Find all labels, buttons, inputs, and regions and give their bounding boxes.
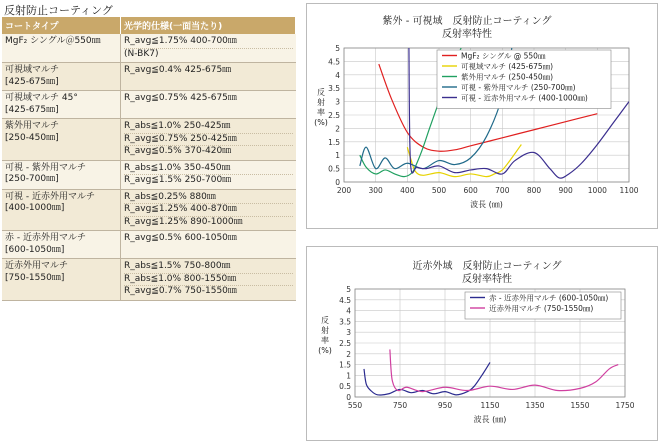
optical-spec-text: R_avg≦1.25% 890-1000㎚	[124, 216, 293, 229]
coat-type-text: 可視域マルチ 45°	[5, 93, 78, 103]
optical-spec-text: R_avg≦0.5% 370-420㎚	[124, 145, 293, 158]
table-row	[2, 259, 296, 301]
uv-visible-chart-svg	[307, 4, 657, 228]
y-tick-label: 3.5	[339, 317, 351, 327]
coat-type-text: [425-675㎚]	[5, 76, 59, 87]
optical-spec-cell	[121, 231, 296, 259]
x-tick-label: 400	[400, 186, 415, 195]
y-tick-label: 5	[335, 44, 340, 53]
coat-type-text: MgF₂ シングル＠550㎚	[5, 36, 101, 46]
coat-type-text: [600-1050㎚]	[5, 244, 65, 255]
header-coat-type: コートタイプ	[2, 17, 121, 34]
x-tick-label: 800	[526, 186, 542, 195]
coat-type-text: [400-1000㎚]	[5, 203, 65, 213]
chart-title: 紫外 - 可視域 反射防止コーティング	[382, 16, 552, 27]
x-tick-label: 550	[347, 401, 363, 410]
optical-spec-text: R_avg≦1.5% 250-700㎚	[124, 174, 293, 187]
optical-spec-text: R_avg≦1.25% 400-870㎚	[124, 203, 293, 216]
x-tick-label: 1350	[525, 401, 545, 410]
optical-spec-text: R_avg≦0.7% 750-1550㎚	[124, 285, 293, 298]
legend-label: 紫外用マルチ (250-450㎚)	[461, 72, 554, 82]
x-tick-label: 600	[463, 186, 478, 195]
coat-type-text: 赤 - 近赤外用マルチ	[5, 233, 86, 243]
coat-type-text: 近赤外用マルチ	[5, 261, 69, 271]
y-tick-label: 1	[346, 371, 351, 381]
coat-type-cell	[2, 189, 121, 231]
coating-spec-table	[2, 17, 296, 301]
y-tick-label: 0.5	[328, 164, 340, 174]
coat-type-cell	[2, 34, 121, 63]
optical-spec-text: R_abs≦1.0% 250-425㎚	[124, 121, 231, 131]
x-tick-label: 300	[368, 186, 383, 195]
coat-type-text: [250-700㎚]	[5, 174, 59, 184]
nir-chart-svg	[307, 247, 657, 440]
y-axis-label: 反射率(%)	[314, 88, 328, 127]
legend-label: 赤 - 近赤外用マルチ (600-1050㎚)	[489, 293, 609, 303]
series-line-2	[390, 349, 618, 391]
chart-subtitle: 反射率特性	[442, 29, 492, 40]
optical-spec-cell	[121, 91, 296, 119]
x-tick-label: 950	[437, 401, 453, 410]
y-tick-label: 0.5	[339, 382, 351, 392]
uv-visible-chart	[306, 3, 658, 229]
table-row	[2, 63, 296, 91]
y-tick-label: 3.5	[328, 84, 340, 94]
nir-chart	[306, 246, 658, 441]
x-tick-label: 1150	[480, 401, 500, 410]
coat-type-text: 可視 - 紫外用マルチ	[5, 162, 86, 173]
x-tick-label: 1000	[587, 186, 607, 195]
coat-type-cell	[2, 259, 121, 301]
legend-label: 可視域マルチ (425-675㎚)	[461, 62, 554, 71]
y-tick-label: 5	[346, 285, 351, 294]
optical-spec-cell	[121, 259, 296, 301]
optical-spec-text: R_avg≦0.4% 425-675㎚	[124, 65, 232, 75]
y-tick-label: 1	[335, 151, 340, 161]
x-tick-label: 900	[558, 186, 573, 195]
optical-spec-text: (N-BK7)	[124, 48, 293, 61]
y-tick-label: 2	[346, 349, 351, 359]
coat-type-cell	[2, 119, 121, 161]
optical-spec-text: R_avg≦0.75% 425-675㎚	[124, 93, 237, 103]
coat-type-text: 可視 - 近赤外用マルチ	[5, 191, 95, 202]
x-tick-label: 750	[392, 401, 408, 410]
x-axis-label: 波長 (㎚)	[473, 415, 507, 424]
optical-spec-cell	[121, 34, 296, 63]
y-tick-label: 4.5	[339, 295, 351, 305]
y-tick-label: 4.5	[328, 57, 340, 67]
y-tick-label: 0	[346, 393, 351, 402]
legend-label: 可視 - 紫外用マルチ (250-700㎚)	[461, 83, 576, 92]
table-row	[2, 34, 296, 63]
coat-type-cell	[2, 91, 121, 119]
y-tick-label: 1.5	[328, 137, 340, 147]
coat-type-text: [425-675㎚]	[5, 104, 59, 115]
y-tick-label: 4	[346, 306, 351, 316]
y-tick-label: 2.5	[328, 111, 340, 120]
optical-spec-cell	[121, 119, 296, 161]
coat-type-text: 可視域マルチ	[5, 65, 60, 75]
optical-spec-text: R_avg≦0.75% 250-425㎚	[124, 133, 293, 146]
coat-type-text: [250-450㎚]	[5, 132, 59, 143]
x-tick-label: 500	[431, 186, 447, 195]
header-optical-spec: 光学的仕様(一面当たり)	[121, 17, 296, 34]
optical-spec-cell	[121, 63, 296, 91]
y-axis-label: 反射率(%)	[318, 316, 332, 355]
y-tick-label: 2.5	[339, 339, 351, 348]
table-body	[2, 34, 296, 300]
page-heading: 反射防止コーティング	[4, 4, 113, 17]
legend-label: 近赤外用マルチ (750-1550㎚)	[489, 304, 594, 313]
coat-type-text: 紫外用マルチ	[5, 121, 60, 131]
optical-spec-cell	[121, 189, 296, 231]
x-tick-label: 1750	[615, 401, 635, 410]
optical-spec-text: R_abs≦1.0% 800-1550㎚	[124, 273, 293, 286]
optical-spec-text: R_avg≦0.5% 600-1050㎚	[124, 233, 237, 243]
coat-type-text: [750-1550㎚]	[5, 272, 65, 283]
y-tick-label: 4	[335, 70, 340, 80]
chart-title: 近赤外域 反射防止コーティング	[412, 261, 562, 272]
coat-type-cell	[2, 63, 121, 91]
x-axis-label: 波長 (㎚)	[470, 200, 503, 209]
y-tick-label: 3	[335, 97, 340, 107]
table-row	[2, 119, 296, 161]
optical-spec-text: R_abs≦1.5% 750-800㎚	[124, 261, 231, 271]
x-tick-label: 1550	[570, 401, 590, 410]
chart-subtitle: 反射率特性	[462, 274, 512, 285]
table-row	[2, 231, 296, 259]
table-row	[2, 91, 296, 119]
table-row	[2, 189, 296, 231]
y-tick-label: 3	[346, 328, 351, 338]
optical-spec-text: R_abs≦0.25% 880㎚	[124, 191, 216, 202]
optical-spec-text: R_abs≦1.0% 350-450㎚	[124, 162, 231, 173]
y-tick-label: 0	[335, 178, 340, 187]
x-tick-label: 200	[336, 186, 352, 195]
x-tick-label: 1100	[619, 186, 639, 195]
x-tick-label: 700	[495, 186, 510, 195]
coat-type-cell	[2, 231, 121, 259]
coat-type-cell	[2, 160, 121, 189]
optical-spec-cell	[121, 160, 296, 189]
table-row	[2, 160, 296, 189]
table-header-row	[2, 17, 296, 34]
y-tick-label: 2	[335, 124, 340, 134]
y-tick-label: 1.5	[339, 360, 351, 370]
legend-label: MgF₂ シングル @ 550㎚	[461, 51, 546, 61]
optical-spec-text: R_avg≦1.75% 400-700㎚	[124, 36, 237, 46]
legend-label: 可視 - 近赤外用マルチ (400-1000㎚)	[461, 93, 588, 103]
